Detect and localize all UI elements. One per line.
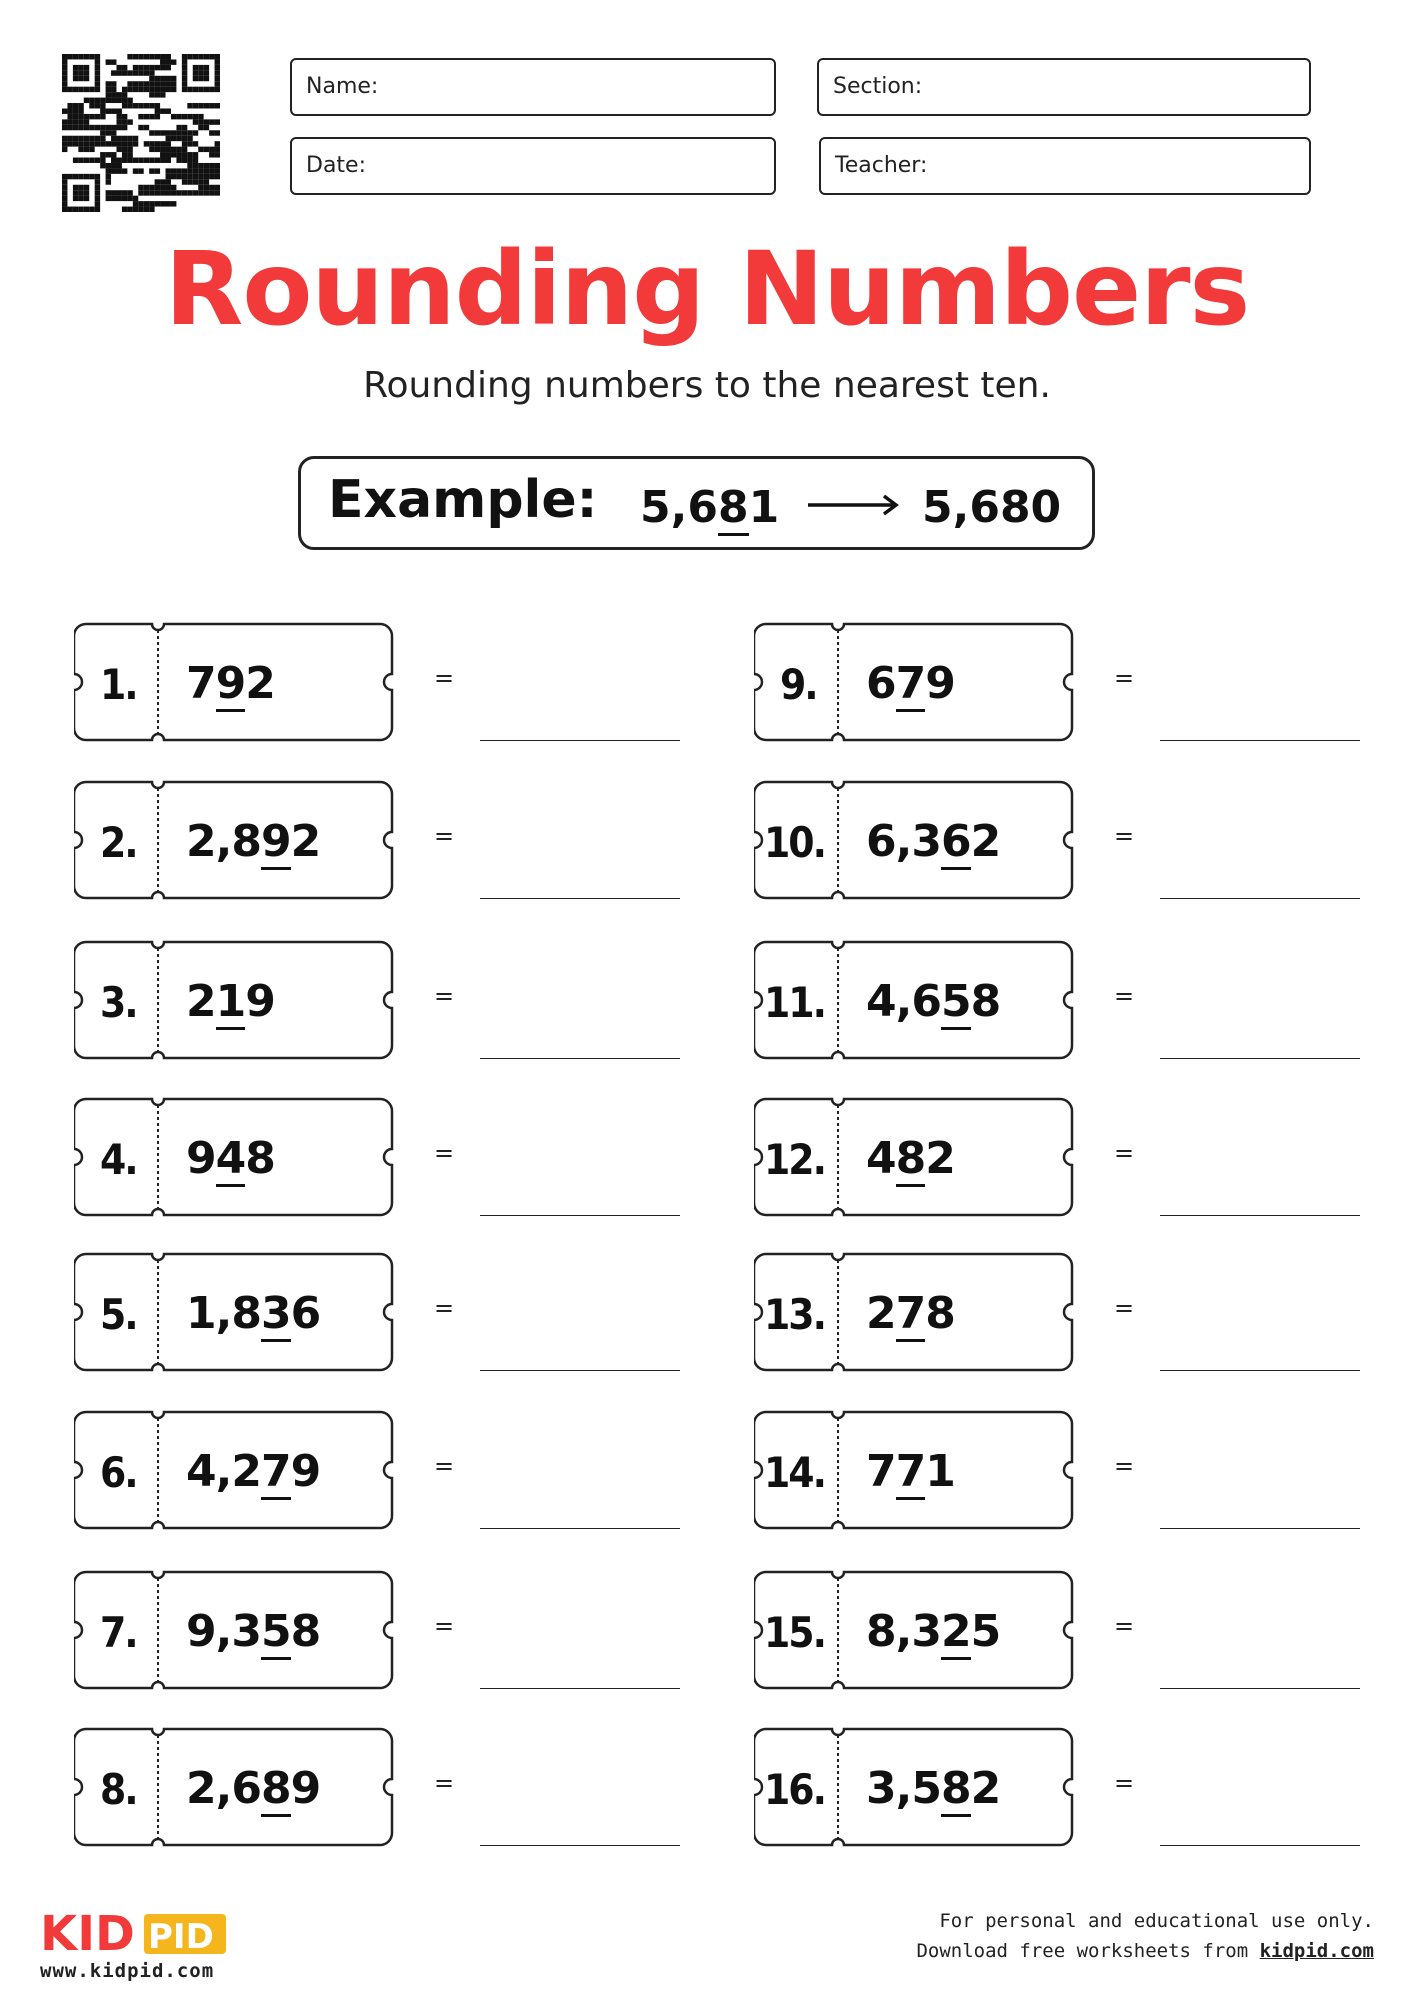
problem-value-post: 2 xyxy=(290,816,321,867)
problem-value-post: 2 xyxy=(925,1133,955,1184)
underlined-tens-digit: 2 xyxy=(941,1606,971,1660)
equals-sign: = xyxy=(1114,982,1135,1010)
problem-value xyxy=(186,1133,275,1184)
name-label: Name: xyxy=(306,74,379,99)
underlined-tens-digit: 5 xyxy=(941,976,971,1030)
problem-ticket xyxy=(754,1252,1074,1372)
name-field[interactable] xyxy=(290,58,776,116)
problem-ticket xyxy=(74,1252,394,1372)
answer-line[interactable] xyxy=(480,1370,680,1371)
answer-line[interactable] xyxy=(480,1215,680,1216)
problem-number: 10. xyxy=(764,818,825,867)
section-label: Section: xyxy=(833,74,923,99)
problem-number: 15. xyxy=(764,1608,825,1657)
answer-line[interactable] xyxy=(1160,1058,1360,1059)
equals-sign: = xyxy=(434,1294,455,1322)
problem-number: 6. xyxy=(100,1448,137,1497)
answer-line[interactable] xyxy=(1160,898,1360,899)
problem-value-post: 8 xyxy=(970,976,1001,1027)
problem-number: 11. xyxy=(764,978,825,1027)
problem-value-pre: 9 xyxy=(186,1133,216,1184)
underlined-tens-digit: 1 xyxy=(216,976,246,1030)
problem-value-pre: 2,6 xyxy=(186,1763,261,1814)
equals-sign: = xyxy=(434,1612,455,1640)
problem-number: 7. xyxy=(100,1608,137,1657)
problem-value xyxy=(186,1446,320,1497)
problem-value-post: 8 xyxy=(925,1288,955,1339)
underlined-tens-digit: 8 xyxy=(261,1763,291,1817)
problem-value-pre: 3,5 xyxy=(866,1763,941,1814)
problem-number: 9. xyxy=(780,660,817,709)
footer-download-prefix: Download free worksheets from xyxy=(916,1940,1260,1962)
problem-value-pre: 7 xyxy=(186,658,216,709)
problem-value-pre: 2 xyxy=(866,1288,896,1339)
right-arrow-icon xyxy=(808,490,900,520)
problem-ticket xyxy=(74,1410,394,1530)
underlined-tens-digit: 7 xyxy=(261,1446,291,1500)
answer-line[interactable] xyxy=(1160,1215,1360,1216)
section-field[interactable] xyxy=(817,58,1311,116)
problem-ticket xyxy=(754,1410,1074,1530)
problem-value-pre: 6 xyxy=(866,658,896,709)
problem-value xyxy=(866,1133,955,1184)
answer-line[interactable] xyxy=(480,1058,680,1059)
date-field[interactable] xyxy=(290,137,776,195)
problem-ticket xyxy=(74,1727,394,1847)
problem-value-pre: 4 xyxy=(866,1133,896,1184)
equals-sign: = xyxy=(1114,1294,1135,1322)
equals-sign: = xyxy=(1114,1139,1135,1167)
example-number-post: 1 xyxy=(748,482,780,533)
answer-line[interactable] xyxy=(480,740,680,741)
underlined-tens-digit: 8 xyxy=(941,1763,971,1817)
problem-value-post: 9 xyxy=(245,976,275,1027)
problem-value-pre: 7 xyxy=(866,1446,896,1497)
problem-ticket xyxy=(74,1570,394,1690)
equals-sign: = xyxy=(434,1769,455,1797)
problem-ticket xyxy=(754,940,1074,1060)
underlined-tens-digit: 8 xyxy=(896,1133,926,1187)
underlined-tens-digit: 9 xyxy=(261,816,291,870)
footer-download-link[interactable]: kidpid.com xyxy=(1259,1940,1374,1962)
problem-value-pre: 1,8 xyxy=(186,1288,261,1339)
example-number xyxy=(640,482,779,533)
problem-value xyxy=(186,976,275,1027)
problem-value xyxy=(866,1446,955,1497)
footer-download-note xyxy=(916,1940,1374,1962)
problem-ticket xyxy=(74,780,394,900)
answer-line[interactable] xyxy=(1160,1528,1360,1529)
problem-value-post: 2 xyxy=(245,658,275,709)
problem-ticket xyxy=(74,940,394,1060)
answer-line[interactable] xyxy=(1160,1845,1360,1846)
problem-value-pre: 2,8 xyxy=(186,816,261,867)
example-number-pre: 5,6 xyxy=(640,482,718,533)
problem-value-post: 9 xyxy=(290,1446,321,1497)
qr-code xyxy=(62,54,220,212)
problem-value-post: 5 xyxy=(970,1606,1001,1657)
problem-number: 1. xyxy=(100,660,137,709)
page-subtitle: Rounding numbers to the nearest ten. xyxy=(363,365,1051,406)
page-title: Rounding Numbers xyxy=(164,230,1250,349)
problem-ticket xyxy=(754,1570,1074,1690)
problem-ticket xyxy=(74,1097,394,1217)
problem-value-post: 8 xyxy=(290,1606,321,1657)
teacher-label: Teacher: xyxy=(835,153,928,178)
problem-value-pre: 2 xyxy=(186,976,216,1027)
problem-number: 3. xyxy=(100,978,137,1027)
answer-line[interactable] xyxy=(480,1688,680,1689)
problem-number: 12. xyxy=(764,1135,825,1184)
equals-sign: = xyxy=(434,1452,455,1480)
problem-value-pre: 8,3 xyxy=(866,1606,941,1657)
problem-value xyxy=(186,816,320,867)
problem-value xyxy=(866,976,1000,1027)
problem-value-pre: 4,2 xyxy=(186,1446,261,1497)
problem-ticket xyxy=(754,1727,1074,1847)
equals-sign: = xyxy=(434,1139,455,1167)
equals-sign: = xyxy=(434,664,455,692)
problem-number: 5. xyxy=(100,1290,137,1339)
problem-value-post: 2 xyxy=(970,1763,1001,1814)
equals-sign: = xyxy=(1114,1769,1135,1797)
problem-value xyxy=(866,816,1000,867)
svg-text:KID: KID xyxy=(40,1906,135,1960)
equals-sign: = xyxy=(434,822,455,850)
problem-value-post: 1 xyxy=(925,1446,955,1497)
problem-value-post: 2 xyxy=(970,816,1001,867)
answer-line[interactable] xyxy=(1160,740,1360,741)
problem-number: 14. xyxy=(764,1448,825,1497)
problem-value-pre: 6,3 xyxy=(866,816,941,867)
underlined-tens-digit: 7 xyxy=(896,1446,926,1500)
problem-number: 8. xyxy=(100,1765,137,1814)
problem-ticket xyxy=(754,780,1074,900)
problem-ticket xyxy=(74,622,394,742)
equals-sign: = xyxy=(1114,1612,1135,1640)
underlined-tens-digit: 9 xyxy=(216,658,246,712)
equals-sign: = xyxy=(1114,1452,1135,1480)
equals-sign: = xyxy=(1114,664,1135,692)
problem-number: 2. xyxy=(100,818,137,867)
answer-line[interactable] xyxy=(480,1528,680,1529)
answer-line[interactable] xyxy=(480,1845,680,1846)
problem-value-post: 9 xyxy=(925,658,955,709)
equals-sign: = xyxy=(1114,822,1135,850)
underlined-tens-digit: 3 xyxy=(261,1288,291,1342)
example-label: Example: xyxy=(328,470,598,530)
underlined-tens-digit: 6 xyxy=(941,816,971,870)
svg-text:PID: PID xyxy=(148,1917,214,1957)
equals-sign: = xyxy=(434,982,455,1010)
problem-value-pre: 4,6 xyxy=(866,976,941,1027)
underlined-tens-digit: 7 xyxy=(896,1288,926,1342)
problem-value xyxy=(186,1763,320,1814)
problem-value-post: 6 xyxy=(290,1288,321,1339)
problem-value xyxy=(186,1606,320,1657)
problem-value-post: 8 xyxy=(245,1133,275,1184)
problem-number: 13. xyxy=(764,1290,825,1339)
kidpid-logo xyxy=(40,1902,230,1960)
problem-value xyxy=(866,1763,1000,1814)
answer-line[interactable] xyxy=(1160,1370,1360,1371)
underlined-tens-digit: 4 xyxy=(216,1133,246,1187)
underlined-tens-digit: 7 xyxy=(896,658,926,712)
problem-number: 16. xyxy=(764,1765,825,1814)
answer-line[interactable] xyxy=(1160,1688,1360,1689)
problem-value xyxy=(866,1606,1000,1657)
answer-line[interactable] xyxy=(480,898,680,899)
problem-value xyxy=(866,658,955,709)
example-number-underlined-digit: 8 xyxy=(718,482,749,536)
problem-ticket xyxy=(754,622,1074,742)
problem-value xyxy=(186,658,275,709)
problem-value xyxy=(186,1288,320,1339)
problem-value-pre: 9,3 xyxy=(186,1606,261,1657)
teacher-field[interactable] xyxy=(819,137,1311,195)
underlined-tens-digit: 5 xyxy=(261,1606,291,1660)
problem-value xyxy=(866,1288,955,1339)
problem-ticket xyxy=(754,1097,1074,1217)
problem-value-post: 9 xyxy=(290,1763,321,1814)
footer-usage-note: For personal and educational use only. xyxy=(939,1910,1374,1932)
problem-number: 4. xyxy=(100,1135,137,1184)
example-answer: 5,680 xyxy=(922,482,1062,533)
footer-url: www.kidpid.com xyxy=(40,1960,215,1982)
date-label: Date: xyxy=(306,153,366,178)
